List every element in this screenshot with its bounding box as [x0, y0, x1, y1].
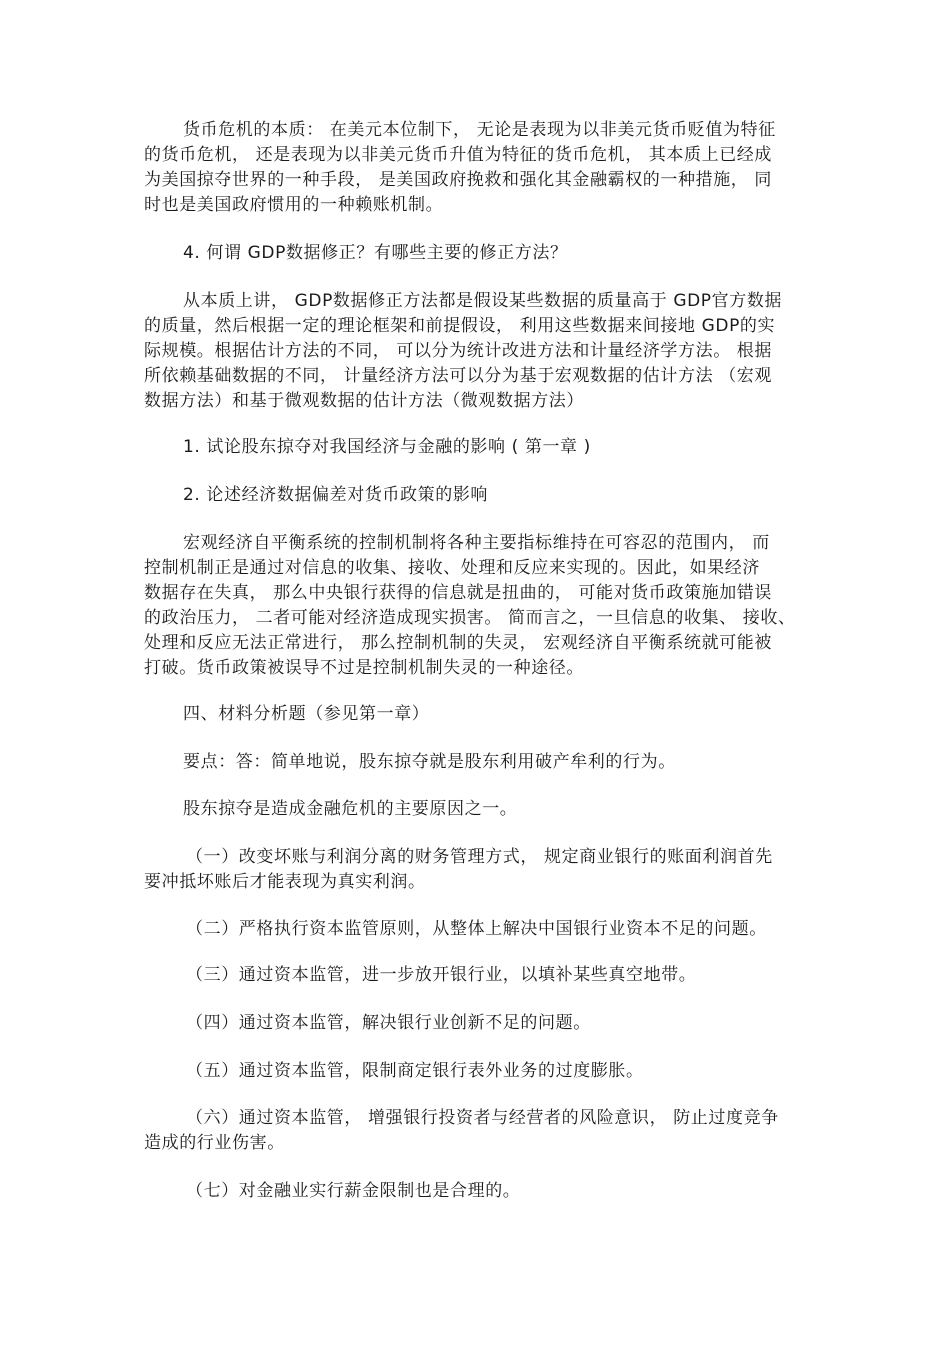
question-heading: 4. 何谓 GDP数据修正？有哪些主要的修正方法？ — [183, 243, 568, 263]
list-item: （三）通过资本监管，进一步放开银行业，以填补某些真空地带。 — [186, 965, 697, 985]
list-item: （六）通过资本监管， 增强银行投资者与经营者的风险意识， 防止过度竞争 — [186, 1108, 779, 1128]
text-line: 的质量，然后根据一定的理论框架和前提假设， 利用这些数据来间接地 GDP的实 — [144, 316, 776, 336]
question-heading: 1. 试论股东掠夺对我国经济与金融的影响 ( 第一章 ) — [183, 437, 591, 457]
text-line: 际规模。根据估计方法的不同， 可以分为统计改进方法和计量经济学方法。 根据 — [144, 341, 773, 361]
text-line: 数据存在失真， 那么中央银行获得的信息就是扭曲的， 可能对货币政策施加错误 — [144, 583, 773, 603]
text-line: 要冲抵坏账后才能表现为真实利润。 — [144, 872, 426, 892]
text-line: 处理和反应无法正常进行， 那么控制机制的失灵， 宏观经济自平衡系统就可能被 — [144, 633, 773, 653]
list-item: （一）改变坏账与利润分离的财务管理方式， 规定商业银行的账面利润首先 — [186, 847, 773, 867]
text-line: 宏观经济自平衡系统的控制机制将各种主要指标维持在可容忍的范围内， 而 — [183, 533, 770, 553]
text-line: 打破。货币政策被误导不过是控制机制失灵的一种途径。 — [144, 658, 584, 678]
text-line: 的政治压力， 二者可能对经济造成现实损害。 简而言之，一旦信息的收集、 接收、 — [144, 608, 796, 628]
text-line: 所依赖基础数据的不同， 计量经济方法可以分为基于宏观数据的估计方法 （宏观 — [144, 366, 773, 386]
question-heading: 2. 论述经济数据偏差对货币政策的影响 — [183, 485, 489, 505]
text-line: 的货币危机， 还是表现为以非美元货币升值为特征的货币危机， 其本质上已经成 — [144, 145, 773, 165]
list-item: （七）对金融业实行薪金限制也是合理的。 — [186, 1181, 521, 1201]
text-line: 要点：答：简单地说，股东掠夺就是股东利用破产牟利的行为。 — [183, 752, 676, 772]
text-line: 从本质上讲， GDP数据修正方法都是假设某些数据的质量高于 GDP官方数据 — [183, 291, 783, 311]
list-item: （五）通过资本监管，限制商定银行表外业务的过度膨胀。 — [186, 1061, 644, 1081]
section-heading: 四、材料分析题（参见第一章） — [183, 704, 430, 724]
text-line: 货币危机的本质： 在美元本位制下， 无论是表现为以非美元货币贬值为特征 — [183, 120, 776, 140]
text-line: 为美国掠夺世界的一种手段， 是美国政府挽救和强化其金融霸权的一种措施， 同 — [144, 170, 773, 190]
text-line: 数据方法）和基于微观数据的估计方法（微观数据方法） — [144, 391, 584, 411]
list-item: （二）严格执行资本监管原则，从整体上解决中国银行业资本不足的问题。 — [186, 919, 767, 939]
text-line: 造成的行业伤害。 — [144, 1133, 285, 1153]
text-line: 股东掠夺是造成金融危机的主要原因之一。 — [183, 799, 518, 819]
text-line: 控制机制正是通过对信息的收集、接收、处理和反应来实现的。因此，如果经济 — [144, 558, 760, 578]
text-line: 时也是美国政府惯用的一种赖账机制。 — [144, 195, 444, 215]
list-item: （四）通过资本监管，解决银行业创新不足的问题。 — [186, 1013, 591, 1033]
